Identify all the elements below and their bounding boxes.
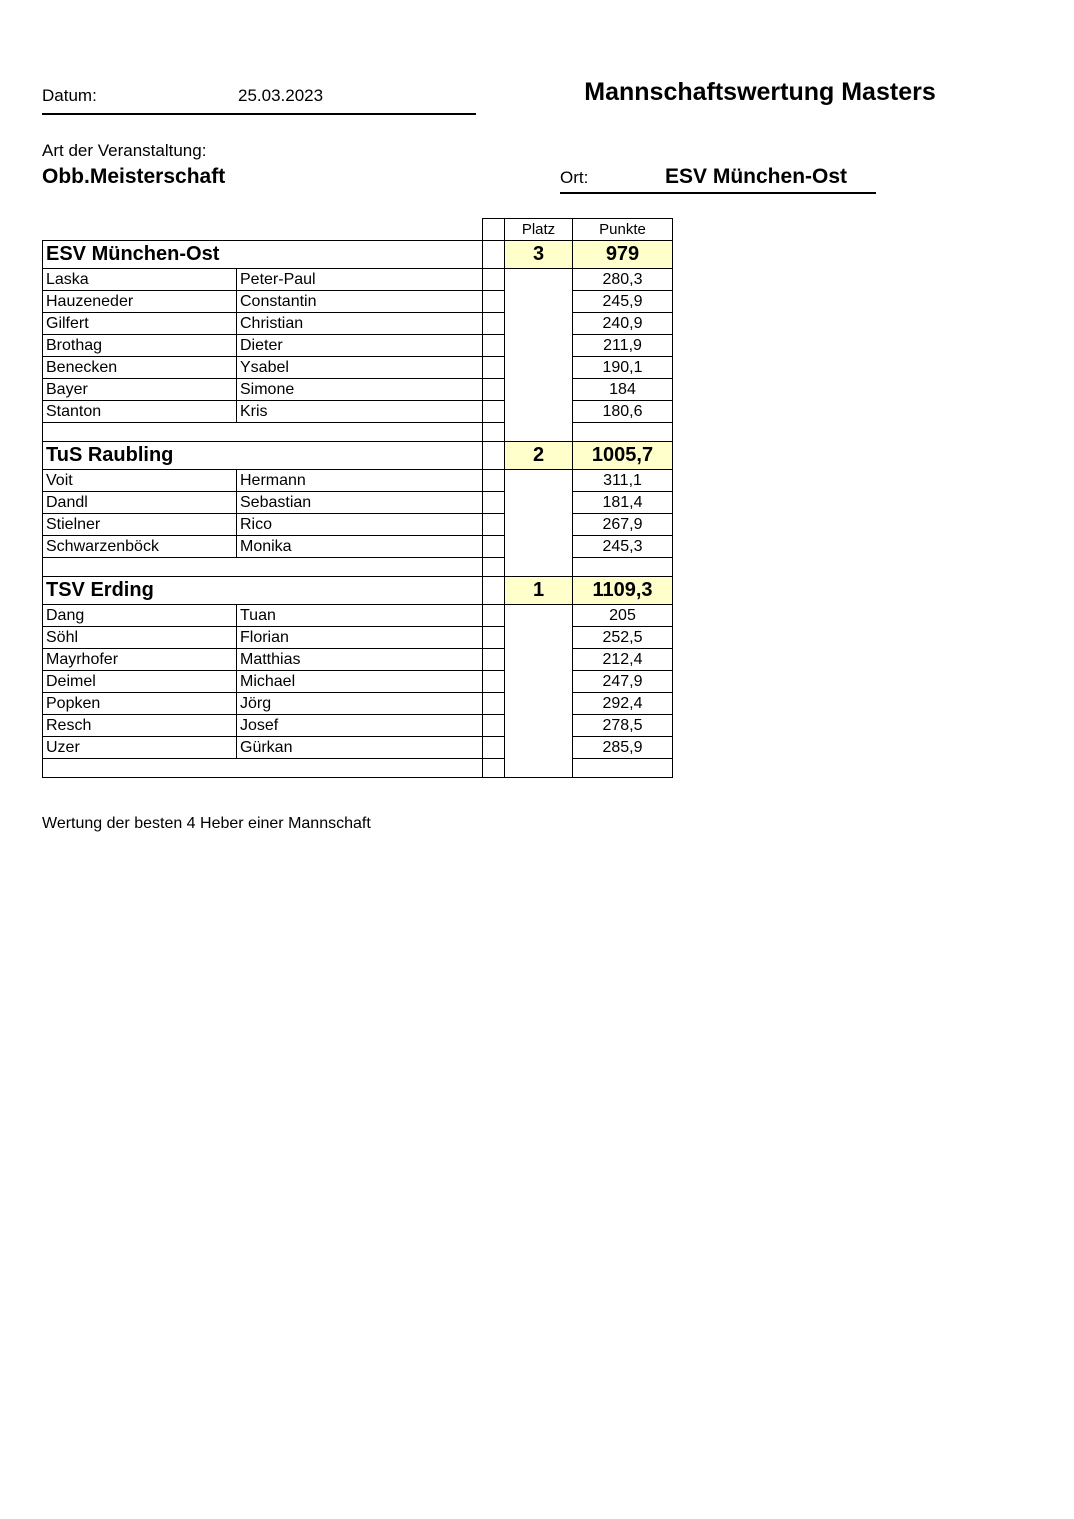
page-title: Mannschaftswertung Masters	[584, 78, 936, 106]
team-punkte: 1005,7	[573, 442, 673, 470]
table-row	[43, 492, 673, 514]
column-gap	[483, 577, 505, 605]
lifter-platz-blank	[505, 605, 573, 778]
column-gap	[483, 514, 505, 536]
spacer-cell-punkte	[573, 423, 673, 442]
column-gap	[483, 671, 505, 693]
spacer-cell-punkte	[573, 558, 673, 577]
column-gap	[483, 335, 505, 357]
column-gap	[483, 313, 505, 335]
lifter-points: 292,4	[573, 693, 673, 715]
lifter-firstname: Tuan	[237, 605, 483, 627]
column-gap	[483, 536, 505, 558]
team-punkte: 1109,3	[573, 577, 673, 605]
lifter-lastname: Bayer	[43, 379, 237, 401]
table-row	[43, 536, 673, 558]
lifter-firstname: Rico	[237, 514, 483, 536]
date-value: 25.03.2023	[238, 86, 324, 105]
lifter-points: 212,4	[573, 649, 673, 671]
table-row	[43, 335, 673, 357]
team-spacer-row	[43, 558, 673, 577]
lifter-lastname: Uzer	[43, 737, 237, 759]
date-underline	[42, 113, 476, 115]
lifter-lastname: Laska	[43, 269, 237, 291]
team-spacer-row	[43, 423, 673, 442]
header-spacer-first	[237, 219, 483, 241]
team-punkte: 979	[573, 241, 673, 269]
lifter-platz-blank	[505, 269, 573, 442]
lifter-lastname: Benecken	[43, 357, 237, 379]
lifter-points: 247,9	[573, 671, 673, 693]
lifter-firstname: Simone	[237, 379, 483, 401]
lifter-platz-blank	[505, 470, 573, 577]
lifter-points: 280,3	[573, 269, 673, 291]
team-row	[43, 577, 673, 605]
table-row	[43, 514, 673, 536]
lifter-firstname: Kris	[237, 401, 483, 423]
results-table	[42, 218, 673, 778]
lifter-firstname: Ysabel	[237, 357, 483, 379]
table-row	[43, 737, 673, 759]
lifter-firstname: Dieter	[237, 335, 483, 357]
lifter-firstname: Gürkan	[237, 737, 483, 759]
footnote: Wertung der besten 4 Heber einer Mannschaft	[42, 815, 371, 832]
column-gap	[483, 401, 505, 423]
table-row	[43, 693, 673, 715]
lifter-points: 252,5	[573, 627, 673, 649]
lifter-firstname: Monika	[237, 536, 483, 558]
lifter-lastname: Mayrhofer	[43, 649, 237, 671]
column-gap	[483, 241, 505, 269]
lifter-points: 267,9	[573, 514, 673, 536]
column-gap	[483, 693, 505, 715]
lifter-lastname: Dandl	[43, 492, 237, 514]
place-value: ESV München-Ost	[665, 165, 848, 188]
lifter-lastname: Deimel	[43, 671, 237, 693]
lifter-lastname: Popken	[43, 693, 237, 715]
lifter-points: 211,9	[573, 335, 673, 357]
table-row	[43, 313, 673, 335]
lifter-lastname: Brothag	[43, 335, 237, 357]
lifter-points: 285,9	[573, 737, 673, 759]
spacer-cell-name	[43, 759, 483, 778]
column-gap	[483, 605, 505, 627]
column-gap	[483, 219, 505, 241]
spacer-cell-name	[43, 558, 483, 577]
table-row	[43, 269, 673, 291]
lifter-lastname: Voit	[43, 470, 237, 492]
table-row	[43, 605, 673, 627]
document-header	[42, 78, 1032, 118]
team-row	[43, 442, 673, 470]
table-row	[43, 357, 673, 379]
spacer-cell-name	[43, 423, 483, 442]
place-label: Ort:	[560, 168, 589, 187]
table-row	[43, 671, 673, 693]
table-row	[43, 649, 673, 671]
lifter-lastname: Hauzeneder	[43, 291, 237, 313]
lifter-points: 190,1	[573, 357, 673, 379]
lifter-firstname: Matthias	[237, 649, 483, 671]
table-row	[43, 291, 673, 313]
column-gap	[483, 492, 505, 514]
lifter-points: 181,4	[573, 492, 673, 514]
lifter-points: 245,3	[573, 536, 673, 558]
lifter-firstname: Peter-Paul	[237, 269, 483, 291]
lifter-points: 278,5	[573, 715, 673, 737]
lifter-firstname: Hermann	[237, 470, 483, 492]
lifter-points: 180,6	[573, 401, 673, 423]
event-type-label: Art der Veranstaltung:	[42, 141, 207, 160]
lifter-lastname: Dang	[43, 605, 237, 627]
column-gap	[483, 379, 505, 401]
column-gap	[483, 759, 505, 778]
lifter-firstname: Jörg	[237, 693, 483, 715]
column-gap	[483, 627, 505, 649]
lifter-lastname: Stanton	[43, 401, 237, 423]
table-row	[43, 470, 673, 492]
lifter-lastname: Gilfert	[43, 313, 237, 335]
lifter-points: 311,1	[573, 470, 673, 492]
lifter-points: 184	[573, 379, 673, 401]
lifter-points: 205	[573, 605, 673, 627]
lifter-firstname: Josef	[237, 715, 483, 737]
spacer-cell-punkte	[573, 759, 673, 778]
column-header-platz: Platz	[505, 219, 573, 241]
lifter-firstname: Michael	[237, 671, 483, 693]
lifter-lastname: Stielner	[43, 514, 237, 536]
lifter-firstname: Florian	[237, 627, 483, 649]
team-row	[43, 241, 673, 269]
table-row	[43, 627, 673, 649]
column-gap	[483, 737, 505, 759]
column-gap	[483, 442, 505, 470]
column-gap	[483, 423, 505, 442]
table-row	[43, 401, 673, 423]
table-header-row	[43, 219, 673, 241]
team-spacer-row	[43, 759, 673, 778]
table-row	[43, 379, 673, 401]
date-label: Datum:	[42, 86, 97, 105]
team-name: ESV München-Ost	[43, 241, 483, 269]
team-platz: 1	[505, 577, 573, 605]
lifter-points: 245,9	[573, 291, 673, 313]
team-platz: 3	[505, 241, 573, 269]
lifter-firstname: Christian	[237, 313, 483, 335]
column-header-punkte: Punkte	[573, 219, 673, 241]
lifter-lastname: Schwarzenböck	[43, 536, 237, 558]
column-gap	[483, 269, 505, 291]
team-name: TuS Raubling	[43, 442, 483, 470]
lifter-firstname: Constantin	[237, 291, 483, 313]
column-gap	[483, 291, 505, 313]
table-row	[43, 715, 673, 737]
team-name: TSV Erding	[43, 577, 483, 605]
column-gap	[483, 649, 505, 671]
column-gap	[483, 470, 505, 492]
lifter-lastname: Söhl	[43, 627, 237, 649]
lifter-firstname: Sebastian	[237, 492, 483, 514]
column-gap	[483, 558, 505, 577]
column-gap	[483, 715, 505, 737]
place-underline	[560, 192, 876, 194]
results-table-wrapper	[42, 218, 673, 778]
header-spacer-last	[43, 219, 237, 241]
column-gap	[483, 357, 505, 379]
team-platz: 2	[505, 442, 573, 470]
lifter-points: 240,9	[573, 313, 673, 335]
event-type-value: Obb.Meisterschaft	[42, 165, 226, 188]
lifter-lastname: Resch	[43, 715, 237, 737]
